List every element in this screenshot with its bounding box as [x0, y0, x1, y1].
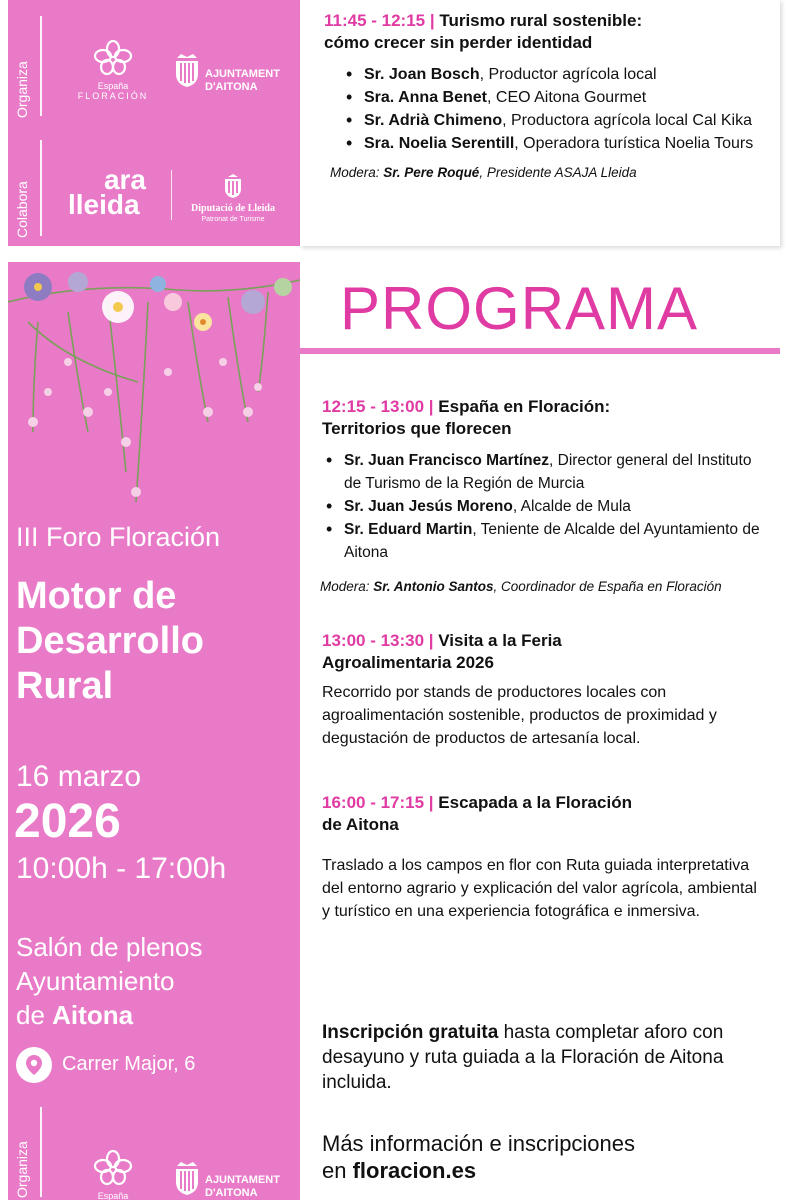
session-description: Traslado a los campos en flor con Ruta guiada interpretativa del entorno agrario y explicación del valor agrícola, ambiental y turístico en una experiencia fotográfica e inmersiva.: [322, 857, 757, 920]
list-item: • Sr. Eduard Martin, Teniente de Alcalde del Ayuntamiento de Aitona: [322, 518, 772, 564]
top-sponsor-panel: Organiza Colabora España FLORACIÓN AJUNTAMENT D'AITONA ara lleida Diputació de Lleida Patronat de Turisme: [8, 0, 300, 246]
divider: [40, 140, 42, 236]
location-pin-icon: [16, 1047, 52, 1083]
session-escapada-floracion: 16:00 - 17:15 | Escapada a la Floración de Aitona Traslado a los campos en flor con Ruta guiada interpretativa del entorno agrario y explicación del valor agrícola, ambiental y turístico en una experiencia fotográfica e inmersiva.: [322, 792, 762, 923]
session-feria-agroalimentaria: 13:00 - 13:30 | Visita a la Feria Agroalimentaria 2026 Recorrido por stands de productores locales con agroalimentación sostenible, productos de proximidad y degustación de productos de artesanía local.: [322, 630, 762, 750]
divider: [40, 1107, 42, 1197]
divider: [171, 170, 172, 220]
list-item: • Sr. Adrià Chimeno, Productora agrícola local Cal Kika: [342, 109, 764, 132]
speaker-list: [342, 63, 764, 155]
colabora-label: Colabora: [14, 181, 30, 238]
espana-floracion-logo: España FLORACIÓN: [68, 40, 158, 102]
organiza-label: Organiza: [14, 1141, 30, 1198]
flower-icon: [93, 1150, 133, 1186]
list-item: • Sr. Juan Jesús Moreno, Alcalde de Mula: [322, 495, 772, 518]
coat-of-arms-icon: [173, 1160, 201, 1196]
session-turismo-rural: [324, 10, 764, 182]
more-info: Más información e inscripciones en floracion.es: [322, 1131, 636, 1183]
event-address: Carrer Major, 6: [62, 1053, 196, 1075]
flower-garland-illustration: [8, 262, 300, 512]
list-item: • Sr. Juan Francisco Martínez, Director general del Instituto de Turismo de la Región de Murcia: [322, 449, 772, 495]
coat-of-arms-icon: [223, 174, 243, 198]
event-venue: Salón de plenos Ayuntamiento de Aitona: [16, 932, 203, 1030]
divider: [40, 16, 42, 116]
registration-info: Inscripción gratuita hasta completar aforo con desayuno y ruta guiada a la Floración de Aitona incluida.: [322, 1022, 724, 1093]
session-description: Recorrido por stands de productores locales con agroalimentación sostenible, productos de proximidad y degustación de productos de artesanía local.: [322, 684, 717, 747]
espana-floracion-logo: España: [68, 1150, 158, 1200]
program-panel: [300, 262, 780, 1200]
list-item: • Sr. Joan Bosch, Productor agrícola local: [342, 63, 764, 86]
list-item: • Sra. Noelia Serentill, Operadora turística Noelia Tours: [342, 132, 764, 155]
coat-of-arms-icon: [173, 52, 201, 88]
diputacio-lleida-logo: Diputació de Lleida Patronat de Turisme: [178, 174, 288, 224]
ara-lleida-logo: ara lleida: [68, 164, 146, 220]
flower-icon: [93, 40, 133, 76]
event-date-day: 16 marzo: [16, 760, 142, 793]
moderator: Modera: Sr. Pere Roqué, Presidente ASAJA Lleida: [330, 165, 637, 180]
speaker-list: [322, 449, 772, 564]
organiza-label: Organiza: [14, 61, 30, 118]
event-info-panel: III Foro Floración Motor de Desarrollo Rural 16 marzo 2026 10:00h - 17:00h Salón de plenos Ayuntamiento de Aitona Carrer Major, 6 Organiza España AJUNTAMENT D'AITONA: [8, 262, 300, 1200]
event-hours: 10:00h - 17:00h: [16, 852, 227, 885]
program-title: PROGRAMA: [340, 275, 699, 342]
moderator: Modera: Sr. Antonio Santos, Coordinador de España en Floración: [320, 579, 722, 594]
title-underline: [300, 348, 780, 354]
list-item: • Sra. Anna Benet, CEO Aitona Gourmet: [342, 86, 764, 109]
website-link[interactable]: floracion.es: [352, 1158, 477, 1183]
forum-name: III Foro Floración: [16, 522, 221, 552]
event-date-year: 2026: [14, 795, 121, 848]
headline: Motor de Desarrollo Rural: [16, 575, 204, 707]
session-heading: 11:45 - 12:15 | Turismo rural sostenible: cómo crecer sin perder identidad: [324, 11, 643, 52]
top-session-panel: [300, 0, 780, 246]
session-espana-floracion: 12:15 - 13:00 | España en Floración: Territorios que florecen • Sr. Juan Francisco Martínez, Director general del Instituto de Turismo de la Región de Murcia • Sr. Juan Jesús Moreno, Alcalde de Mula • Sr. Eduard Martin, Teniente de Alcalde del Ayuntamiento de Aitona: [322, 396, 772, 564]
